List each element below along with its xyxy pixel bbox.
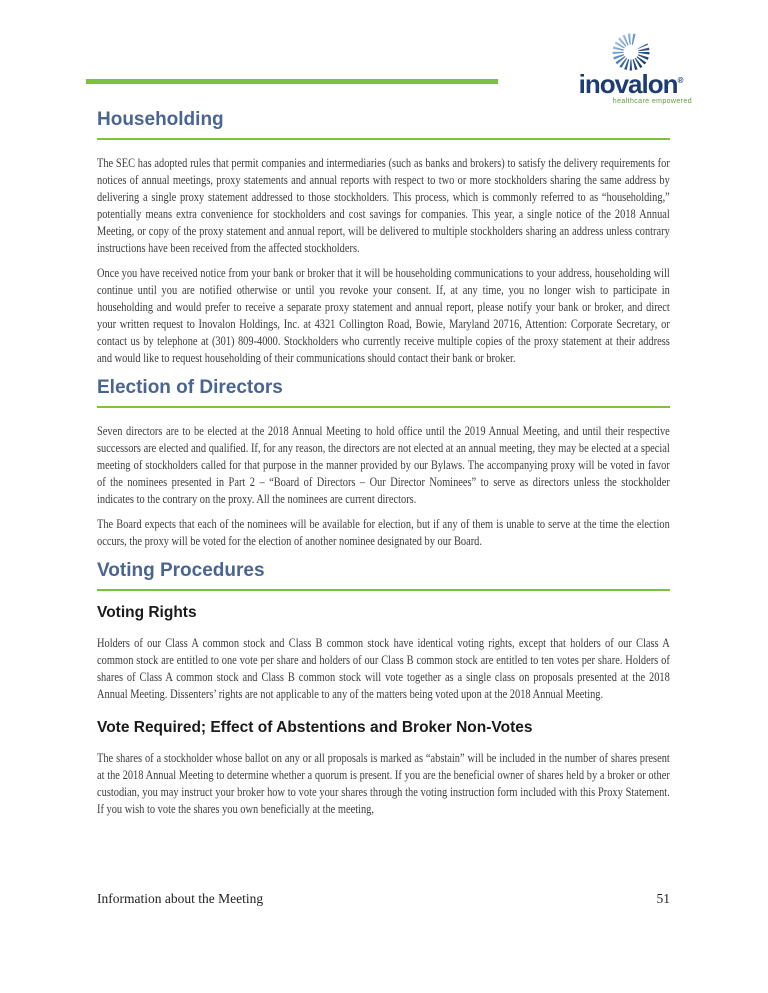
logo-spiral-icon [556, 30, 706, 74]
section-householding [97, 108, 670, 366]
vote-required-subheading: Vote Required; Effect of Abstentions and Broker Non-Votes [97, 719, 533, 736]
election-paragraph-2: The Board expects that each of the nominees will be available for election, but if any of them is unable to serve at the time the election occurs, the proxy will be voted for the election of another nominee designated by our Board. [97, 516, 670, 548]
voting-rights-subheading: Voting Rights [97, 604, 197, 621]
election-heading: Election of Directors [97, 377, 283, 398]
logo-brand-text: inovalon [578, 69, 678, 99]
registered-trademark-symbol: ® [677, 76, 684, 85]
footer-page-number: 51 [656, 891, 670, 906]
householding-paragraph-2: Once you have received notice from your bank or broker that it will be householding communications to your address, householding will continue until you are notified otherwise or until you revoke your consent. If, at any time, you no longer wish to participate in householding and would prefer to receive a separate proxy statement and annual report, please notify your bank or broker, and direct your written request to Inovalon Holdings, Inc. at 4321 Collington Road, Bowie, Maryland 20716, Attention: Corporate Secretary, or contact us by telephone at (301) 809-4000. Stockholders who currently receive multiple copies of the proxy statement at their address and would like to request householding of their communications should contact their bank or broker. [97, 265, 670, 365]
section-election-of-directors [97, 376, 670, 549]
page-body [97, 0, 670, 817]
footer-section-label: Information about the Meeting [97, 891, 264, 906]
section-voting-procedures [97, 559, 670, 817]
header-green-bar [86, 79, 498, 84]
heading-rule [97, 589, 670, 591]
voting-procedures-heading: Voting Procedures [97, 560, 265, 581]
inovalon-logo [556, 30, 706, 105]
page-footer [97, 891, 670, 907]
election-paragraph-1: Seven directors are to be elected at the 2018 Annual Meeting to hold office until the 2019 Annual Meeting, and until their respective successors are elected and qualified. If, for any reason, the directors are not elected at an annual meeting, they may be elected at a special meeting of stockholders called for that purpose in the manner provided by our Bylaws. The accompanying proxy will be voted in favor of the nominees presented in Part 2 – “Board of Directors – Our Director Nominees” to serve as directors unless the stockholder indicates to the contrary on the proxy. All the nominees are current directors. [97, 423, 670, 506]
voting-rights-paragraph: Holders of our Class A common stock and Class B common stock have identical voting rights, except that holders of our Class A common stock are entitled to one vote per share and holders of our Class B common stock are entitled to ten votes per share. Holders of shares of Class A common stock and Class B common stock will vote together as a single class on proposals presented at the 2018 Annual Meeting. Dissenters’ rights are not applicable to any of the matters being voted upon at the 2018 Annual Meeting. [97, 635, 670, 701]
vote-required-paragraph: The shares of a stockholder whose ballot on any or all proposals is marked as “abstain” will be included in the number of shares present at the 2018 Annual Meeting to determine whether a quorum is present. If you are the beneficial owner of shares held by a broker or other custodian, you may instruct your broker how to vote your shares through the voting instruction form included with this Proxy Statement. If you wish to vote the shares you own beneficially at the meeting, [97, 750, 670, 816]
householding-heading: Householding [97, 109, 224, 130]
logo-wordmark [556, 71, 706, 97]
heading-rule [97, 138, 670, 140]
logo-tagline: healthcare empowered [612, 98, 692, 105]
heading-rule [97, 406, 670, 408]
householding-paragraph-1: The SEC has adopted rules that permit companies and intermediaries (such as banks and brokers) to satisfy the delivery requirements for notices of annual meetings, proxy statements and annual reports with respect to two or more stockholders sharing the same address by delivering a single proxy statement addressed to those stockholders. This process, which is commonly referred to as “householding,” potentially means extra convenience for stockholders and cost savings for companies. This year, a single notice of the 2018 Annual Meeting, or copy of the proxy statement and annual report, will be delivered to multiple stockholders sharing an address unless contrary instructions have been received from the affected stockholders. [97, 155, 670, 255]
